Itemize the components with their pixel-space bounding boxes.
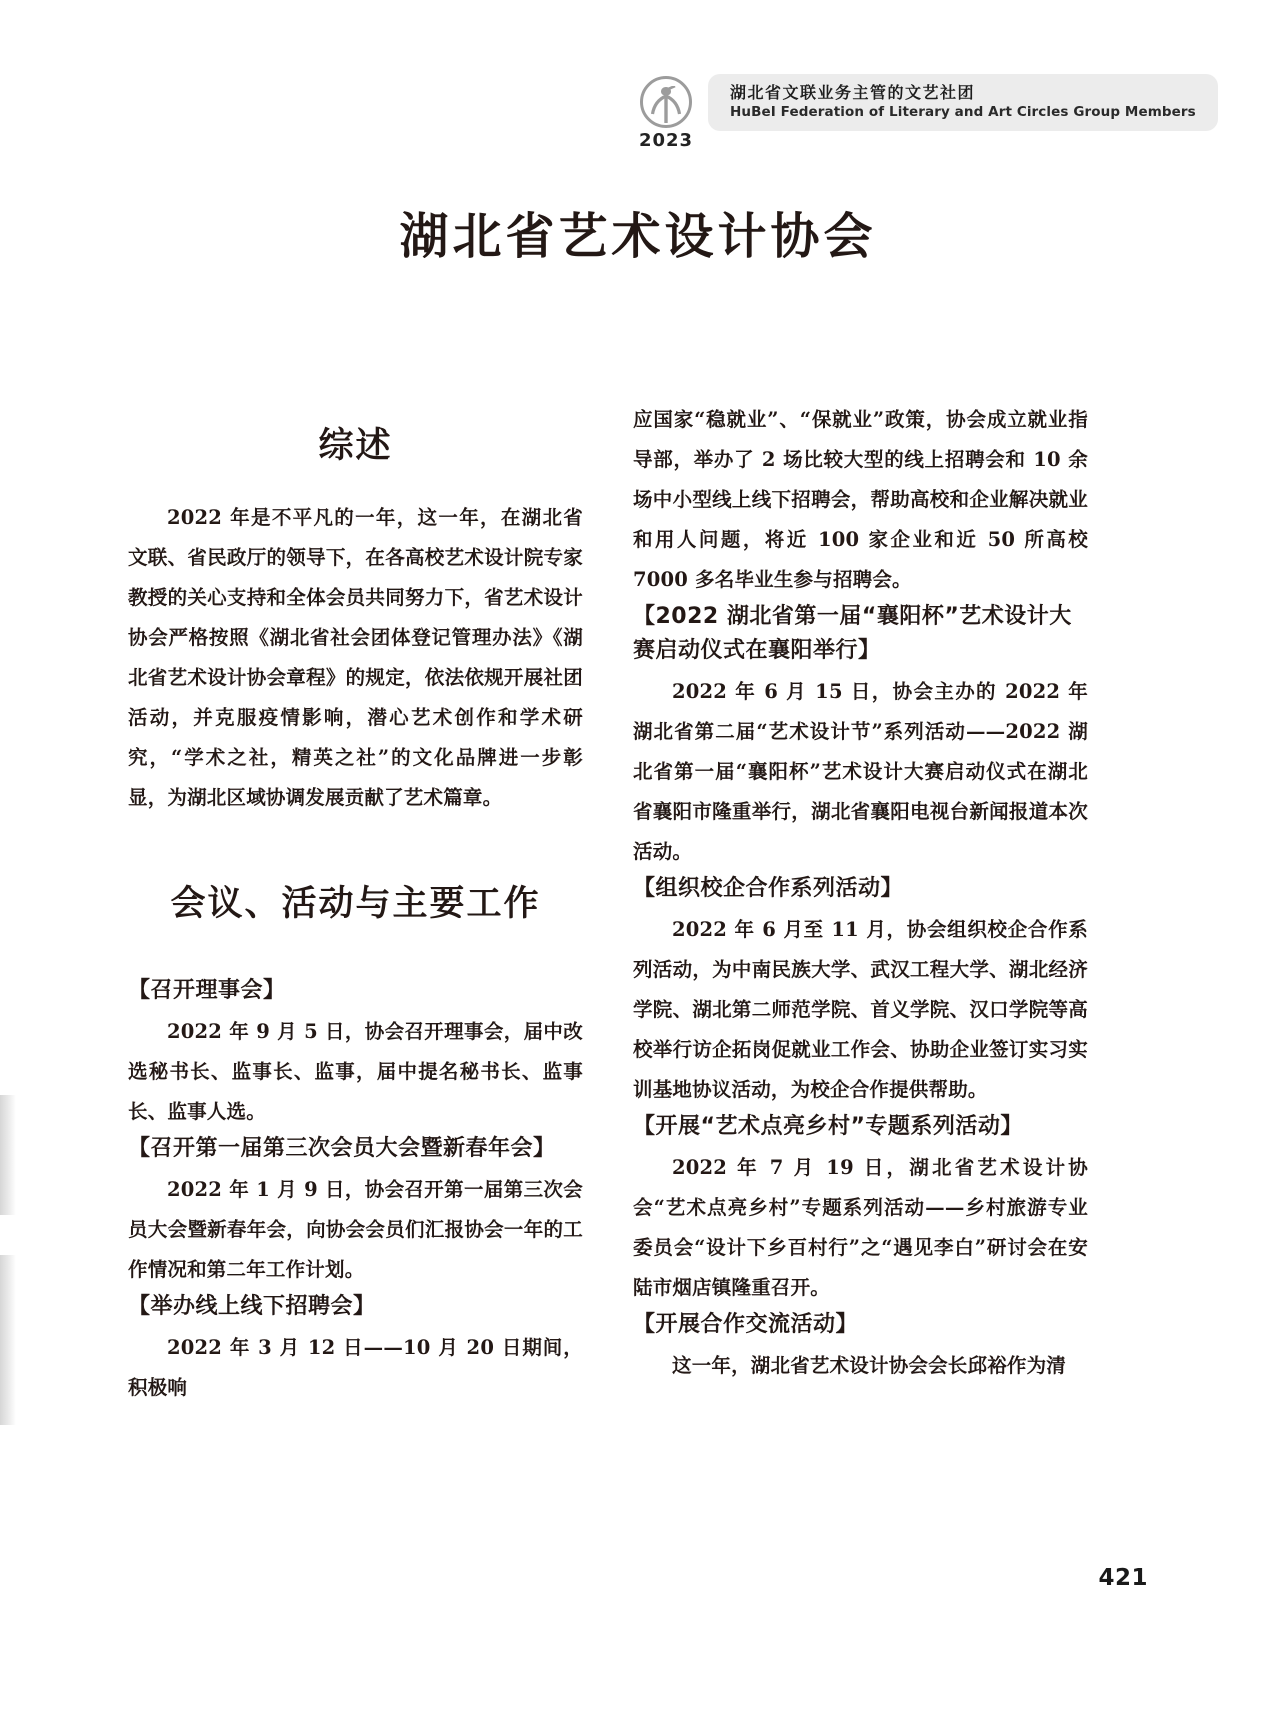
- overview-paragraph: 2022 年是不平凡的一年，这一年，在湖北省文联、省民政厅的领导下，在各高校艺术设计院专家教授的关心支持和全体会员共同努力下，省艺术设计协会严格按照《湖北省社会团体登记管理办法》《湖北省艺术设计协会章程》的规定，依法依规开展社团活动，并克服疫情影响，潜心艺术创作和学术研究，“学术之社，精英之社”的文化品牌进一步彰显，为湖北区域协调发展贡献了艺术篇章。: [128, 506, 583, 809]
- masthead-title-chinese: 湖北省文联业务主管的文艺社团: [730, 83, 976, 102]
- scan-edge-artifact: [0, 1095, 16, 1215]
- article-body: 2022 年 7 月 19 日，湖北省艺术设计协会“艺术点亮乡村”专题系列活动——乡村旅游专业委员会“设计下乡百村行”之“遇见李白”研讨会在安陆市烟店镇隆重召开。: [633, 1155, 1088, 1299]
- federation-emblem-icon: [640, 76, 692, 128]
- article-heading: 【开展“艺术点亮乡村”专题系列活动】: [633, 1113, 1023, 1139]
- scan-edge-artifact: [0, 1255, 16, 1425]
- article-item: [633, 872, 1088, 1110]
- article-body: 2022 年 6 月至 11 月，协会组织校企合作系列活动，为中南民族大学、武汉工程大学、湖北经济学院、湖北第二师范学院、首义学院、汉口学院等高校举行访企拓岗促就业工作会、协助企业签订实习实训基地协议活动，为校企合作提供帮助。: [633, 917, 1088, 1101]
- article-heading: 【举办线上线下招聘会】: [128, 1293, 376, 1319]
- right-column: [633, 400, 1088, 1408]
- article-item: [633, 1110, 1088, 1308]
- article-heading: 【召开理事会】: [128, 977, 286, 1003]
- masthead-banner: [630, 74, 1196, 151]
- article-heading: 【开展合作交流活动】: [633, 1311, 859, 1337]
- article-body: 2022 年 9 月 5 日，协会召开理事会，届中改选秘书长、监事长、监事，届中提名秘书长、监事长、监事人选。: [128, 1019, 583, 1123]
- section-heading-meetings: 会议、活动与主要工作: [170, 883, 541, 924]
- article-heading: 【召开第一届第三次会员大会暨新春年会】: [128, 1135, 556, 1161]
- article-heading: 【2022 湖北省第一届“襄阳杯”艺术设计大赛启动仪式在襄阳举行】: [633, 603, 1072, 663]
- page-number: 421: [1098, 1565, 1148, 1591]
- article-heading: 【组织校企合作系列活动】: [633, 875, 904, 901]
- article-body: 2022 年 3 月 12 日——10 月 20 日期间，积极响: [128, 1335, 583, 1399]
- left-column: [128, 400, 583, 1408]
- figure-glyph-icon: [649, 86, 683, 124]
- organization-logo: [630, 74, 702, 151]
- masthead-pill: [708, 74, 1218, 131]
- article-body: 2022 年 1 月 9 日，协会召开第一届第三次会员大会暨新春年会，向协会会员们汇报协会一年的工作情况和第二年工作计划。: [128, 1177, 583, 1281]
- article-body: 2022 年 6 月 15 日，协会主办的 2022 年湖北省第二届“艺术设计节”系列活动——2022 湖北省第一届“襄阳杯”艺术设计大赛启动仪式在湖北省襄阳市隆重举行，湖北省襄阳电视台新闻报道本次活动。: [633, 680, 1088, 863]
- continued-paragraph: 应国家“稳就业”、“保就业”政策，协会成立就业指导部，举办了 2 场比较大型的线上招聘会和 10 余场中小型线上线下招聘会，帮助高校和企业解决就业和用人问题，将近 100 家企业和近 50 所高校 7000 多名毕业生参与招聘会。: [633, 408, 1088, 591]
- article-item: [128, 974, 583, 1132]
- masthead-title-english: HuBeI Federation of Literary and Art Circles Group Members: [730, 104, 1196, 120]
- article-body: 这一年，湖北省艺术设计协会会长邱裕作为清: [672, 1353, 1067, 1377]
- article-item: [633, 600, 1088, 872]
- article-item: [128, 1132, 583, 1290]
- article-item: [633, 1308, 1088, 1386]
- page-title: 湖北省艺术设计协会: [399, 207, 877, 265]
- content-columns: [128, 400, 1148, 1408]
- logo-year-label: 2023: [638, 130, 694, 151]
- section-heading-overview: 综述: [318, 426, 393, 466]
- article-item: [128, 1290, 583, 1408]
